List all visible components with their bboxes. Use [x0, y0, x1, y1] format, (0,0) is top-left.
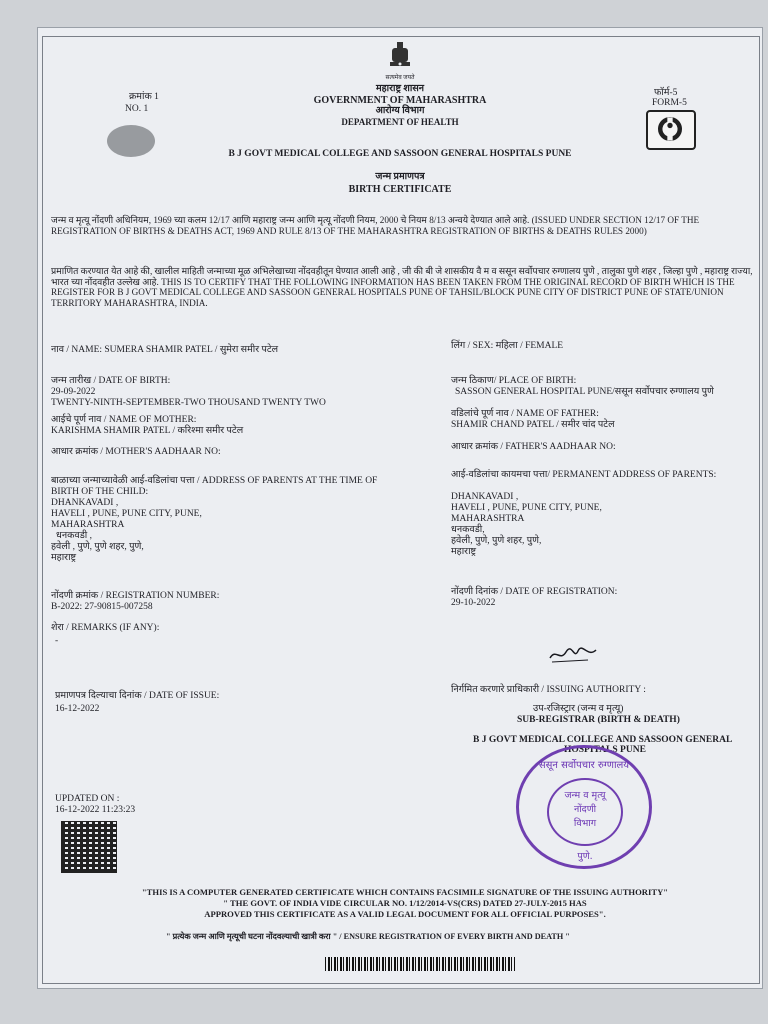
birth-address-line: DHANKAVADI , [51, 498, 119, 508]
birth-address-label-1: बाळाच्या जन्माच्यावेळी आई-वडिलांचा पत्ता / ADDRESS OF PARENTS AT THE TIME OF [51, 476, 378, 486]
crs-logo-icon [646, 110, 696, 150]
registration-number-value: B-2022: 27-90815-007258 [51, 602, 153, 612]
title-marathi: जन्म प्रमाणपत्र [375, 172, 425, 182]
number-marathi: क्रमांक 1 [129, 92, 159, 102]
mother-aadhaar-label: आधार क्रमांक / MOTHER'S AADHAAR NO: [51, 447, 221, 457]
permanent-address-line: HAVELI , PUNE, PUNE CITY, PUNE, [451, 503, 602, 513]
dob-words: TWENTY-NINTH-SEPTEMBER-TWO THOUSAND TWENTY TWO [51, 398, 326, 408]
dob-label: जन्म तारीख / DATE OF BIRTH: [51, 376, 171, 386]
father-aadhaar-label: आधार क्रमांक / FATHER'S AADHAAR NO: [451, 442, 616, 452]
birth-address-line: MAHARASHTRA [51, 520, 125, 530]
birth-address-label-2: BIRTH OF THE CHILD: [51, 487, 149, 497]
ashoka-emblem-icon [388, 40, 412, 74]
stamp-center-line: नोंदणी [573, 804, 597, 815]
updated-label: UPDATED ON : [55, 794, 120, 804]
number-english: NO. 1 [125, 104, 149, 114]
hospital-name: B J GOVT MEDICAL COLLEGE AND SASSOON GENERAL HOSPITALS PUNE [228, 149, 572, 159]
permanent-address-line: MAHARASHTRA [451, 514, 525, 524]
dept-marathi: आरोग्य विभाग [375, 106, 425, 116]
permanent-address-line: DHANKAVADI , [451, 492, 519, 502]
permanent-address-label: आई-वडिलांचा कायमचा पत्ता/ PERMANENT ADDRESS OF PARENTS: [451, 470, 717, 480]
certify-text: प्रमाणित करण्यात येत आहे की, खालील माहिती जन्माच्या मूळ अभिलेखाच्या नोंदवहीतून घेण्यात आली आहे , जी की बी जे शासकीय वै म व ससून सर्वोपचार रुग्णालय पुणे , तालुका पुणे शहर , जिल्हा पुणे , महाराष्ट्र राज्या, भारत च्या नोंदवहीत उल्लेख आहे. THIS IS TO CERTIFY THAT THE FOLLOWING INFORMATION HAS BEEN TAKEN FROM THE ORIGINAL RECORD OF BIRTH WHICH IS THE REGISTER FOR B J GOVT MEDICAL COLLEGE AND SASSOON GENERAL HOSPITALS PUNE OF TAHSIL/BLOCK PUNE CITY OF DISTRICT PUNE OF STATE/UNION TERRITORY MAHARASHTRA, INDIA. [51, 266, 753, 308]
birth-address-line: हवेली , पुणे, पुणे शहर, पुणे, [51, 542, 144, 552]
stamp-bottom-text: पुणे. [577, 851, 593, 862]
pob-value: SASSON GENERAL HOSPITAL PUNE/ससून सर्वोपचार रुग्णालय पुणे [455, 387, 714, 397]
emblem-motto: सत्यमेव जयते [385, 75, 415, 81]
govt-marathi: महाराष्ट्र शासन [375, 84, 425, 94]
sex-row [451, 341, 563, 352]
qr-code-icon [62, 822, 116, 872]
name-label: नाव / NAME: [51, 345, 103, 355]
birth-address-line: HAVELI , PUNE, PUNE CITY, PUNE, [51, 509, 202, 519]
sex-value: महिला / FEMALE [495, 341, 564, 351]
birth-address-line: महाराष्ट्र [51, 553, 77, 563]
footer-slogan-english: / ENSURE REGISTRATION OF EVERY BIRTH AND DEATH " [339, 932, 570, 941]
registration-date-label: नोंदणी दिनांक / DATE OF REGISTRATION: [451, 587, 618, 597]
name-row [51, 345, 278, 356]
signature-icon [548, 642, 598, 666]
authority-org-line-1: B J GOVT MEDICAL COLLEGE AND SASSOON GENERAL [473, 735, 733, 745]
footer-note-line-2: " THE GOVT. OF INDIA VIDE CIRCULAR NO. 1/12/2014-VS(CRS) DATED 27-JULY-2015 HAS [223, 898, 587, 908]
name-value: SUMERA SHAMIR PATEL / सुमेरा समीर पटेल [104, 345, 279, 355]
footer-note-line-1: "THIS IS A COMPUTER GENERATED CERTIFICATE WHICH CONTAINS FACSIMILE SIGNATURE OF THE ISSUING AUTHORITY" [141, 887, 669, 897]
stamp-center-line: जन्म व मृत्यू [564, 790, 606, 801]
dob-value: 29-09-2022 [51, 387, 96, 397]
remarks-label: शेरा / REMARKS (IF ANY): [51, 623, 160, 633]
issue-date-value: 16-12-2022 [55, 704, 100, 714]
footer-slogan-marathi: " प्रत्येक जन्म आणि मृत्यूची घटना नोंदवल्याची खात्री करा " [166, 932, 338, 941]
permanent-address-line: महाराष्ट्र [451, 547, 477, 557]
father-label: वडिलांचे पूर्ण नाव / NAME OF FATHER: [451, 409, 599, 419]
barcode-icon [325, 957, 515, 971]
updated-value: 16-12-2022 11:23:23 [55, 805, 136, 815]
authority-org-line-2: HOSPITALS PUNE [564, 745, 646, 755]
permanent-address-line: हवेली, पुणे, पुणे शहर, पुणे, [451, 536, 542, 546]
birth-address-line: धनकवडी , [56, 531, 92, 541]
issuing-authority-label: निर्गमित करणारे प्राधिकारी / ISSUING AUTHORITY : [451, 685, 646, 695]
registration-number-label: नोंदणी क्रमांक / REGISTRATION NUMBER: [51, 591, 220, 601]
sex-label: लिंग / SEX: [451, 341, 494, 351]
form-marathi: फॉर्म-5 [654, 88, 678, 98]
pob-label: जन्म ठिकाण/ PLACE OF BIRTH: [451, 376, 577, 386]
footer-slogan [166, 931, 570, 942]
stamp-center-line: विभाग [573, 818, 597, 829]
dept-english: DEPARTMENT OF HEALTH [341, 117, 459, 127]
form-english: FORM-5 [652, 98, 687, 108]
issued-under-text: जन्म व मृत्यू नोंदणी अधिनियम, 1969 च्या कलम 12/17 आणि महाराष्ट्र जन्म आणि मृत्यू नोंदणी नियम, 2000 चे नियम 8/13 अन्वये देण्यात आले आहे. (ISSUED UNDER SECTION 12/17 OF THE REGISTRATION OF BIRTHS & DEATHS ACT, 1969 AND RULE 8/13 OF THE MAHARASHTRA REGISTRATION OF BIRTHS & DEATHS RULES 2000) [51, 215, 700, 236]
mother-value: KARISHMA SHAMIR PATEL / करिश्मा समीर पटेल [51, 426, 244, 436]
remarks-value: - [55, 636, 59, 646]
issue-date-label: प्रमाणपत्र दिल्याचा दिनांक / DATE OF ISSUE: [55, 691, 220, 701]
permanent-address-line: धनकवडी, [451, 525, 485, 535]
registration-date-value: 29-10-2022 [451, 598, 496, 608]
mother-label: आईचे पूर्ण नाव / NAME OF MOTHER: [51, 415, 197, 425]
govt-english: GOVERNMENT OF MAHARASHTRA [313, 95, 487, 106]
authority-english: SUB-REGISTRAR (BIRTH & DEATH) [517, 715, 680, 725]
stamp-ring-text: ससून सर्वोपचार रुग्णालय [538, 760, 630, 771]
footer-note-line-3: APPROVED THIS CERTIFICATE AS A VALID LEGAL DOCUMENT FOR ALL OFFICIAL PURPOSES". [204, 909, 606, 919]
title-english: BIRTH CERTIFICATE [348, 184, 452, 195]
father-value: SHAMIR CHAND PATEL / समीर चांद पटेल [451, 420, 615, 430]
authority-marathi: उप-रजिस्ट्रार (जन्म व मृत्यू) [533, 704, 624, 714]
